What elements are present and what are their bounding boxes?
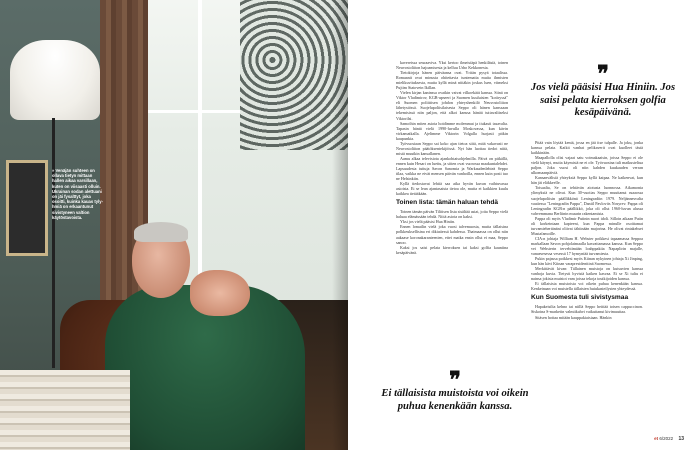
photo-lamp-shade (10, 40, 100, 120)
photo-window-frame (198, 0, 202, 300)
body-paragraph: Ei tällaisista muistoista voi oikein puhua kenenkään kanssa. Kenkeinaan voi muistella tällaisten huiukasteilysten yhteydessä. (531, 281, 643, 292)
quote-mark-icon: ❞ (597, 61, 609, 86)
body-paragraph: Pitää vain löytää kentä, jossa en jää itse tulpalle. Ja joku, jonka kanssa pelata. Kaikit vanhat pelikaverit ovat kuolleet tästä kaikkinään. (531, 140, 643, 156)
body-paragraph: Toisaalta, Se on tehtävän aiotusta luonnossa. Aikamonia ylimyksiä ne olivat. Kun 30-vuotias Seppo muuttanut ruaaossa suojelupoliisin päällikkönä Leningradiin 1979. Neljännesvalta vaatiessa "Leningradin Pappa", Daniil Pavlovits Nosyrev. Pappa oli Leningradin KGB:n päällikkö, joka oli ollut 1960-luvun alussa vahvemmana Berliinin muurin rakentamista. (531, 185, 643, 216)
article-column-2 (531, 140, 643, 320)
body-paragraph: Kyllä tiedostavat lehtiä saa aika hyvän kuvan vaihtuvassa asioista. Ei se lean ajantasaista tietoa ole, mutta ei kaikkien kuulu kaikkea tietääkään. (396, 181, 508, 197)
photo-lamp-pole (52, 118, 55, 368)
body-paragraph: Tietokirjoja hänen päiväansa ovat. Yritän pysyä totaalissa. Romaanit ovat minusta ohitettavia tuntematta muita ihmisten mielikuvituksesta, mutta kyllä minä niitäkin joskus luen, viimeksi Pujtim Statovein Ikillan. (396, 70, 508, 91)
section-heading: Toinen lista: tämän haluan tehdä (396, 199, 499, 207)
body-paragraph: Aamu alkaa televisiota ajankohtaisohjelmilla. Päivä on pitkällä, ennen kuin Hesari on luettu, ja sitten ovat vuorossa maakuntalehdet. Lapsuudesta tuttuja Savon Sanomia ja Warkaudenlehteä Seppo tilaa, vaikka ne eivät mensen päivän vanhoilla, ennen kuin posti tuo ne Helsinkiin. (396, 155, 508, 182)
publication-logo: et (654, 436, 659, 441)
body-paragraph: Maapallolla olisi vajaat satu voimakaaisin, joissa Seppo ei ole vielä käynyt, mutta käymistä ne ei ole. Työvuosina tuli matkusteltua paljon. Joka vuosi oli niin kahden kuukauden verran ulkomaanpäiviä. (531, 155, 643, 176)
body-paragraph: Työvuosiaan Seppo sai koko ajan tietoa siitä, mitä vakavasti ne Neuvostoliiton päätöksentekijöissä. Nyt hän luottaa tiedot niitä, mistä muutkin kansallanen. (396, 140, 508, 156)
body-paragraph: Kansanvälisiä yhteyksiä Seppo kyllä kaipaa. Ne kaikenvat, kun hän jäi eläkkeelle. (531, 175, 643, 186)
body-paragraph: Hapakeisilta kehno tai niillä Seppo heittää toisen cappuccinon. Siskoina S-marketin valmiikahvi vaikuttanut kivimuuttaa. (531, 304, 643, 315)
body-paragraph: Sitäsen hottaa mitään kauppakiaisiaan. Hänkin (535, 314, 612, 320)
photo-person-hands (190, 270, 250, 316)
photo-person-hair (134, 222, 188, 242)
issue-number: 6/2022 (659, 436, 674, 441)
body-paragraph: kavereissa seuraaviva. Yksi kertoo ilmeisiäpä henkiläsiä, toinen Neuvostoliiton hajoamisesta ja kelluu Urho Kekkonesta. (396, 60, 508, 71)
page-number: 13 (678, 436, 684, 442)
photo-caption: » Venäjän suhteen on ollava tietyn mittaan hallen aikaa varsillaan, kuten on viisaasti olluin. Ukrainan sodan alettuani on jäi fysalttyt, joka osoitti, kuinka kauas tyly-hmiä on erkaantunut sivistyneen valtion käytöstavoista. (52, 168, 103, 220)
quote-mark-icon: ❞ (449, 367, 461, 392)
pull-quote-bottom (380, 367, 530, 413)
body-paragraph: Samoihin miten asiota hoidimme molemmat ja tiukasti tasavalta. Tapasin häntä vielä 1990-luvulla Moskovassa, kun kävin virkamatkalla. Ajelimme Viktorin Volgalla hurjasti pitkin kaupunkia. (396, 120, 508, 141)
page-footer (654, 436, 684, 442)
photo-picture-frame (6, 160, 48, 256)
pull-quote-text: Ei tällaisista muistoista voi oikein puhua kenenkään kanssa. (381, 388, 529, 412)
article-column-1 (396, 60, 508, 255)
section-heading: Kun Suomesta tuli sivistysmaa (531, 294, 629, 302)
body-paragraph: Pappa oli myös Vladimir Putinin nuori idoli. Silloin aikaan Putin oli korkeintaan kapteeni, kun Pappa minulle osoittamat turvamiehertänäni oliivat tähtinään majorina. He olivat rintakehset Mustafamoille. (531, 215, 643, 236)
body-paragraph: Yksi jos vielä pääsisi Hua Hiniin. (400, 219, 456, 225)
body-paragraph: Vielen kirjan kaninssa ovatkin vaivat vilkoekäät kanssa. Siinä on Viktor Vladimirov, KGB-upseeri ja Suomen kuuluisien "kotiryssä" eli Suomen poliittisen johdon yhteyshenkilö Neuvostoliiton lähetystössä. Suojelupoliisilaisesta Seppo oli hänen kanssaan tekemisissä niin paljon, että alkoi kanssa hänää tuttavaliiseksi Viktorilsi. (396, 90, 508, 121)
pull-quote-top (528, 61, 678, 120)
pull-quote-text: Jos vielä pääsisi Hua Hiniin. Jos saisi pelata kierroksen golfia kesäpäivänä. (530, 82, 676, 119)
body-paragraph: CIA:n johtaja William H. Webster poikkesi tapaamassa Seppoa markallaan Savon pohjolaimaalla kasvattamassa kanssa. Kun Seppo vei Websterin tervehtimään loahppakiia Napaplirin majalle, vanaesesessa vesessä 17 hymyntää turvamiesta. (531, 235, 643, 257)
body-paragraph: Kaksi jos saisi pelata kierroksen tai kaksi golfia kauniina kesäpäivänä. (396, 244, 508, 255)
page-gutter-shadow (332, 0, 348, 450)
photo-books (0, 370, 130, 450)
body-paragraph: Merkittävät kivan: Tällainen muistoja on kutsuvien kanssa vanhoja kuvia. Tietysti hyvistä kaiken kasvaa. Ei se Xi tultu ei nainsa jokista muistot vam joissa tekoja toutkijoiden kanssa. (531, 266, 643, 282)
body-paragraph: Toinen tämän päivän Tilitisen lista sisältää asiat, joita Seppo vielä haluaa elämässään tehdä. Niitä asiota on kaksi. (396, 209, 508, 220)
body-paragraph: Pukin pajassa poikkesi myös Kiinan nykyinen johtaja Xi Jinping, kun hän kävi Kiinan varapresidenttinä Suomessa. (531, 256, 643, 267)
body-paragraph: Ennen lomailin vielä joka vuosi talvemuosta, mutta tällaisina polkkeuksellisina eri dikiatiessä kahdessa. Thaimaassa on ollut niin aakaase koronakaranteenien, ettei matka ensin ollut ei maa, Seppo sanoo. (396, 224, 508, 245)
